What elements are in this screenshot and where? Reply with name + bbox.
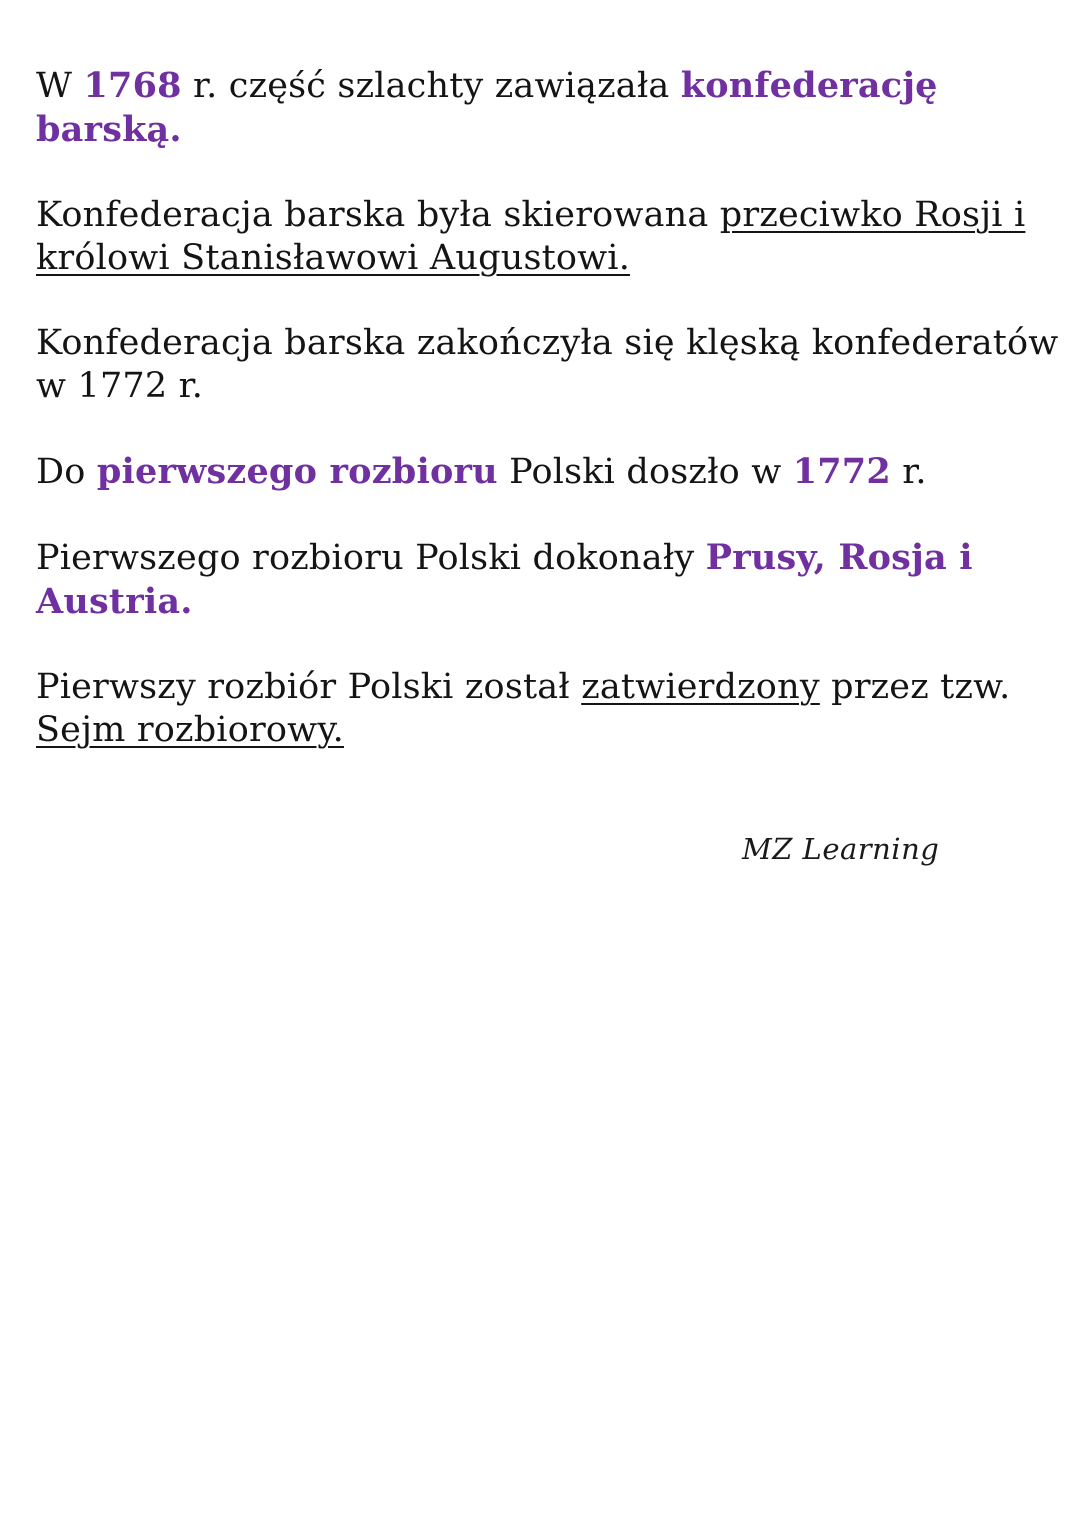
text: r. część szlachty zawiązała [181, 66, 681, 106]
highlight-powers: Prusy, Rosja i Austria. [36, 537, 973, 622]
signature: MZ Learning [742, 832, 940, 866]
highlight-year-1768: 1768 [83, 65, 182, 106]
paragraph-first-partition-date [36, 450, 1066, 494]
highlight-bar-confederation: konfederację barską. [36, 65, 938, 150]
underlined-approved: zatwierdzony [581, 667, 820, 707]
document-body [36, 64, 1066, 794]
text: r. [890, 452, 927, 492]
text: Polski doszło w [497, 452, 793, 492]
paragraph-confederation-start [36, 64, 1066, 152]
paragraph-partitioning-powers [36, 536, 1066, 624]
text: W [36, 66, 84, 106]
paragraph-confederation-end [36, 322, 1066, 408]
text: Pierwszy rozbiór Polski został [36, 667, 582, 707]
text: Konfederacja barska zakończyła się klęską konfederatów w 1772 r. [36, 323, 1059, 406]
text: przez tzw. [819, 667, 1011, 707]
highlight-first-partition: pierwszego rozbioru [96, 451, 498, 492]
paragraph-confederation-target [36, 194, 1066, 280]
underlined-against-russia-king: przeciwko Rosji i królowi Stanisławowi Augustowi. [36, 195, 1026, 278]
text: Pierwszego rozbioru Polski dokonały [36, 538, 706, 578]
highlight-year-1772: 1772 [792, 451, 891, 492]
text: Konfederacja barska była skierowana [36, 195, 720, 235]
text: Do [36, 452, 97, 492]
underlined-partition-sejm: Sejm rozbiorowy. [36, 710, 344, 750]
paragraph-partition-sejm [36, 666, 1066, 752]
